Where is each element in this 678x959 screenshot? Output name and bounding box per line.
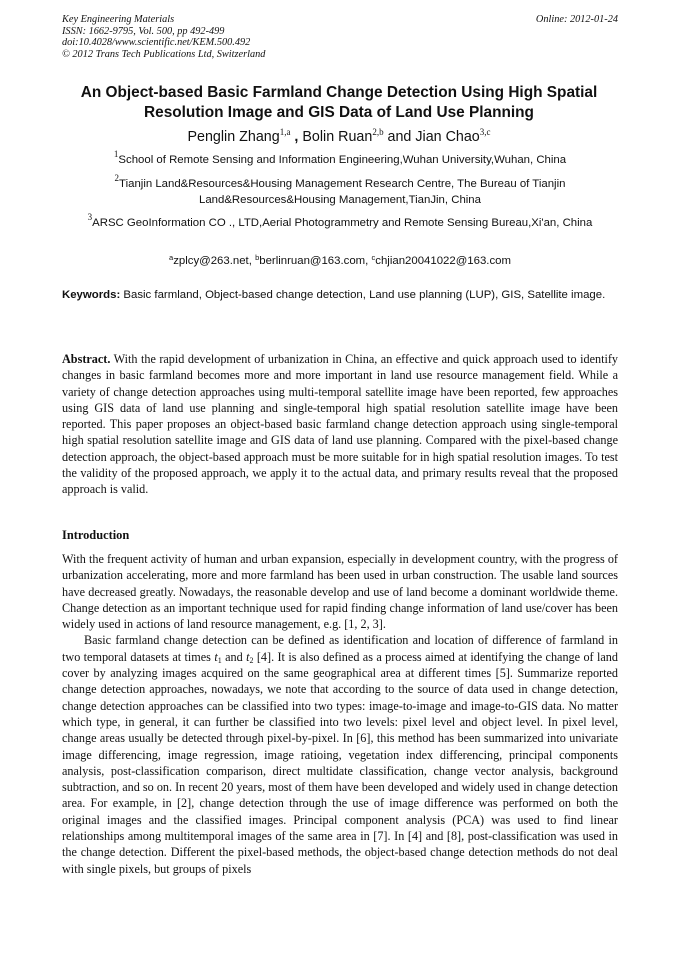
affiliation-text: Tianjin Land&Resources&Housing Management Research Centre, The Bureau of Tianjin Land&Resources&Housing Management,TianJin, China xyxy=(119,178,566,206)
math-variable: t xyxy=(214,649,218,664)
email-marker: c xyxy=(371,253,376,262)
math-subscript: 1 xyxy=(217,655,222,665)
keywords-section xyxy=(62,288,618,303)
affiliation-marker: 3 xyxy=(87,212,93,222)
abstract-label: Abstract. xyxy=(62,352,111,366)
author-name: Bolin Ruan xyxy=(302,129,373,145)
paragraph xyxy=(62,632,618,876)
paragraph-text: Basic farmland change detection can be defined as identification and location of difference of farmland in two temporal datasets at times xyxy=(62,633,618,664)
affiliation xyxy=(62,149,618,169)
affiliation-text: ARSC GeoInformation CO ., LTD,Aerial Photogrammetry and Remote Sensing Bureau,Xi'an, China xyxy=(92,217,593,229)
author-separator: , xyxy=(290,129,303,145)
email-address: berlinruan@163.com xyxy=(259,255,366,267)
abstract-text: With the rapid development of urbanization in China, an effective and quick approach used to identify changes in basic farmland becomes more and more important in land use resource management field. While a variety of change detection approaches using multi-temporal satellite image have been reported, few approaches using GIS data of land use planning and single-temporal high spatial resolution satellite image have been reported. This paper proposes an object-based basic farmland change detection approach using single-temporal high spatial resolution satellite image and GIS data of land use planning. Compared with the pixel-based change detection approach, the object-based approach must be more suitable for in high spatial resolution images. To test the validity of the proposed approach, we apply it to the actual data, and primary results reveal that the proposed approach is valid. xyxy=(62,352,618,497)
author-superscript: 2,b xyxy=(372,127,384,137)
paragraph-text: [4]. It is also defined as a process aimed at identifying the change of land cover by analyzing images acquired on the same geographical area at different times [5]. Summarize reported change detection approaches, nowadays, we note that according to the source of data used in change detection, change detection approaches can be classified into two types: image-to-image and image-to-GIS data. No matter which type, in general, it can further be classified into two levels: pixel level and object level. In pixel level, change areas usually be detected through pixel-by-pixel. In [6], this method has been summarized into univariate image differencing, image regression, image ratioing, vegetation index differencing, principal components analysis, post-classification comparison, direct multidate classification, change vector analysis, background subtraction, and so on. In recent 20 years, most of them have been developed and widely used in change detection area. For example, in [2], change detection through the use of image difference was performed on both the original images and the classified images. Principal component analysis (PCA) was used to find linear relationships among multitemporal images of the same area in [7]. In [4] and [8], post-classification was used in the change detection. Different the pixel-based methods, the object-based change detection methods do not deal with single pixels, but groups of pixels xyxy=(62,649,618,876)
math-subscript: 2 xyxy=(249,655,254,665)
email-address: chjian20041022@163.com xyxy=(375,255,511,267)
online-date: Online: 2012-01-24 xyxy=(535,14,618,25)
keywords-label: Keywords: xyxy=(62,289,121,301)
section-heading-introduction: Introduction xyxy=(62,528,130,542)
email-marker: b xyxy=(255,253,260,262)
paragraph: With the frequent activity of human and urban expansion, especially in development country, with the progress of urbanization accelerating, more and more farmland has been used in urban construction. The usable land sources have decreased greatly. Nowadays, the reasonable develop and use of land become a dominant worldwide theme. Change detection as an important technique used for rapid finding change information of land use/cover has been widely used in actions of land resource management, e.g. [1, 2, 3]. xyxy=(62,552,618,632)
journal-header xyxy=(62,14,618,60)
author-superscript: 3,c xyxy=(479,127,491,137)
paragraph-text: and xyxy=(221,649,247,664)
journal-issn: ISSN: 1662-9795, Vol. 500, pp 492-499 xyxy=(62,25,225,37)
abstract-section xyxy=(62,351,618,498)
email-list: $^a$zplcy@263.net, $^b$berlinruan@163.com, $^c$chjian20041022@163.com xyxy=(169,253,511,267)
math-variable: t xyxy=(246,649,250,664)
email-address: zplcy@263.net xyxy=(173,255,249,267)
author-superscript: 1,a xyxy=(279,127,291,137)
author-separator: and xyxy=(383,129,416,145)
journal-copyright: © 2012 Trans Tech Publications Ltd, Switzerland xyxy=(62,48,266,60)
affiliation-marker: 2 xyxy=(114,173,120,183)
affiliation-marker: 1 xyxy=(113,149,119,159)
author-list xyxy=(40,128,638,146)
author-name: Jian Chao xyxy=(415,129,480,145)
keywords-text: Basic farmland, Object-based change detection, Land use planning (LUP), GIS, Satellite image. xyxy=(120,289,606,301)
affiliation-text: School of Remote Sensing and Information Engineering,Wuhan University,Wuhan, China xyxy=(118,154,567,166)
author-name: Penglin Zhang xyxy=(187,129,280,145)
email-marker: a xyxy=(169,253,174,262)
journal-doi: doi:10.4028/www.scientific.net/KEM.500.492 xyxy=(62,37,251,49)
paper-title: An Object-based Basic Farmland Change Detection Using High Spatial Resolution Image and GIS Data of Land Use Planning xyxy=(80,84,598,121)
affiliation xyxy=(62,212,618,232)
affiliation xyxy=(62,173,618,208)
introduction-body xyxy=(62,551,618,877)
journal-name: Key Engineering Materials xyxy=(62,14,175,25)
